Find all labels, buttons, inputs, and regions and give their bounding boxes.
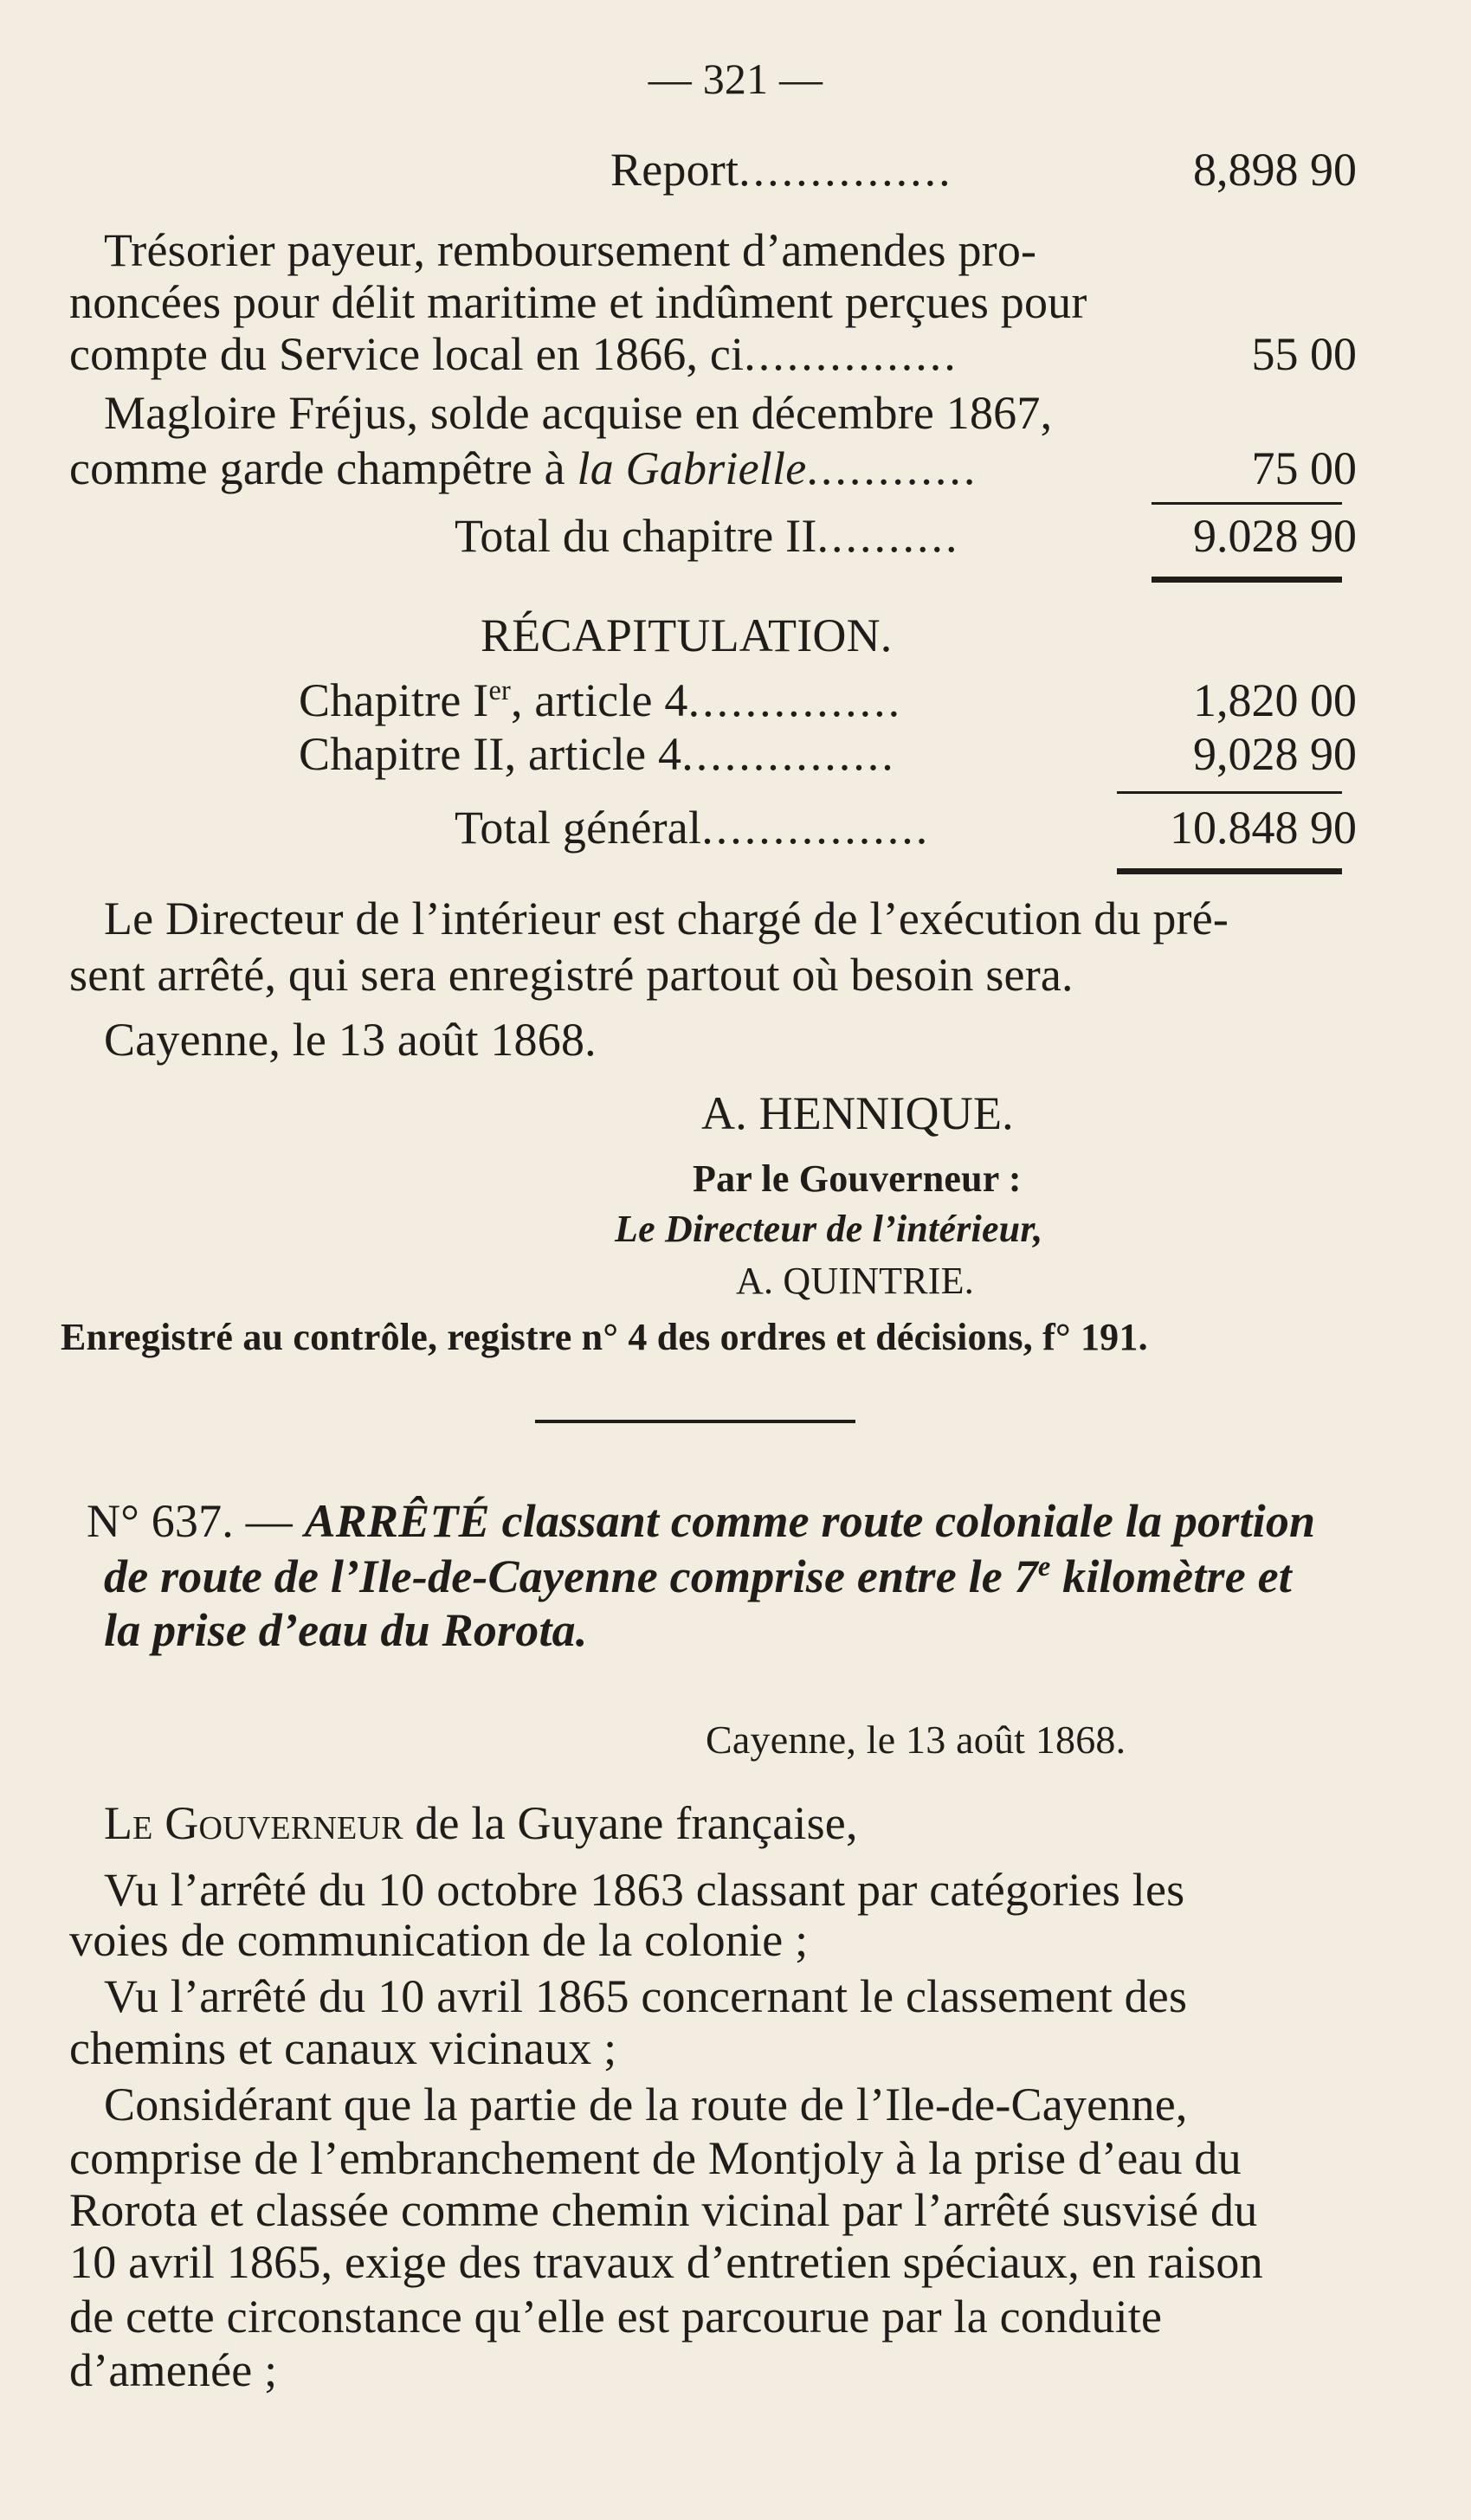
signature-by: Par le Gouverneur : xyxy=(693,1157,1022,1200)
total-chapitre-label: Total du chapitre II.......... xyxy=(455,510,960,562)
decree-para-line-1: Vu l’arrêté du 10 octobre 1863 classant par catégories les xyxy=(104,1864,1185,1916)
recap-total-amount: 10.848 90 xyxy=(1170,802,1357,854)
closing-date: Cayenne, le 13 août 1868. xyxy=(104,1014,597,1066)
report-label: Report............... xyxy=(610,144,953,196)
recap-heading: RÉCAPITULATION. xyxy=(481,609,893,661)
page-number: — 321 — xyxy=(648,55,823,103)
entry-1-line-2: noncées pour délit maritime et indûment perçues pour xyxy=(69,276,1087,328)
signature-signer: A. QUINTRIE. xyxy=(736,1260,974,1302)
entry-1-line-1: Trésorier payeur, remboursement d’amendes pro- xyxy=(104,224,1037,276)
decree-date: Cayenne, le 13 août 1868. xyxy=(706,1718,1126,1762)
recap-total-label: Total général................ xyxy=(455,802,931,854)
decree-para-line-9: de cette circonstance qu’elle est parcourue par la conduite xyxy=(69,2291,1163,2343)
decree-para-line-8: 10 avril 1865, exige des travaux d’entretien spéciaux, en raison xyxy=(69,2236,1263,2288)
closing-line-1: Le Directeur de l’intérieur est chargé de l’exécution du pré- xyxy=(104,893,1229,944)
decree-para-line-5: Considérant que la partie de la route de l’Ile-de-Cayenne, xyxy=(104,2079,1188,2130)
decree-title-line-2: de route de l’Ile-de-Cayenne comprise entre le 7e kilomètre et xyxy=(104,1550,1292,1602)
recap-row-2-label: Chapitre II, article 4............... xyxy=(299,728,896,780)
decree-para-line-10: d’amenée ; xyxy=(69,2344,278,2396)
decree-para-line-6: comprise de l’embranchement de Montjoly à la prise d’eau du xyxy=(69,2132,1242,2184)
decree-title-line-1: N° 637. — ARRÊTÉ classant comme route coloniale la portion xyxy=(87,1495,1316,1547)
entry-2-amount: 75 00 xyxy=(1251,442,1357,494)
decree-para-line-3: Vu l’arrêté du 10 avril 1865 concernant le classement des xyxy=(104,1970,1188,2022)
recap-total-rule xyxy=(1117,868,1342,874)
subtotal-rule xyxy=(1152,502,1342,505)
section-divider xyxy=(535,1420,855,1423)
decree-para-line-2: voies de communication de la colonie ; xyxy=(69,1914,809,1966)
report-amount: 8,898 90 xyxy=(1193,144,1357,196)
decree-governor-line: Le Gouverneur de la Guyane française, xyxy=(104,1797,858,1849)
entry-1-amount: 55 00 xyxy=(1251,328,1357,380)
entry-2-line-2: comme garde champêtre à la Gabrielle............ xyxy=(69,442,978,494)
recap-row-1-label: Chapitre Ier, article 4............... xyxy=(299,674,903,726)
recap-sum-rule xyxy=(1117,791,1342,794)
decree-para-line-7: Rorota et classée comme chemin vicinal par l’arrêté susvisé du xyxy=(69,2184,1258,2236)
entry-2-line-1: Magloire Fréjus, solde acquise en décembre 1867, xyxy=(104,387,1053,439)
signature-title: Le Directeur de l’intérieur, xyxy=(615,1208,1043,1250)
closing-line-2: sent arrêté, qui sera enregistré partout où besoin sera. xyxy=(69,949,1074,1001)
recap-row-1-amount: 1,820 00 xyxy=(1193,674,1357,726)
decree-title-line-3: la prise d’eau du Rorota. xyxy=(104,1604,588,1656)
registration-note: Enregistré au contrôle, registre n° 4 des ordres et décisions, f° 191. xyxy=(61,1316,1148,1358)
entry-1-line-3: compte du Service local en 1866, ci............... xyxy=(69,328,958,380)
decree-para-line-4: chemins et canaux vicinaux ; xyxy=(69,2022,617,2074)
recap-row-2-amount: 9,028 90 xyxy=(1193,728,1357,780)
total-chapitre-rule xyxy=(1152,577,1342,583)
signature-name: A. HENNIQUE. xyxy=(701,1087,1014,1139)
total-chapitre-amount: 9.028 90 xyxy=(1193,510,1357,562)
